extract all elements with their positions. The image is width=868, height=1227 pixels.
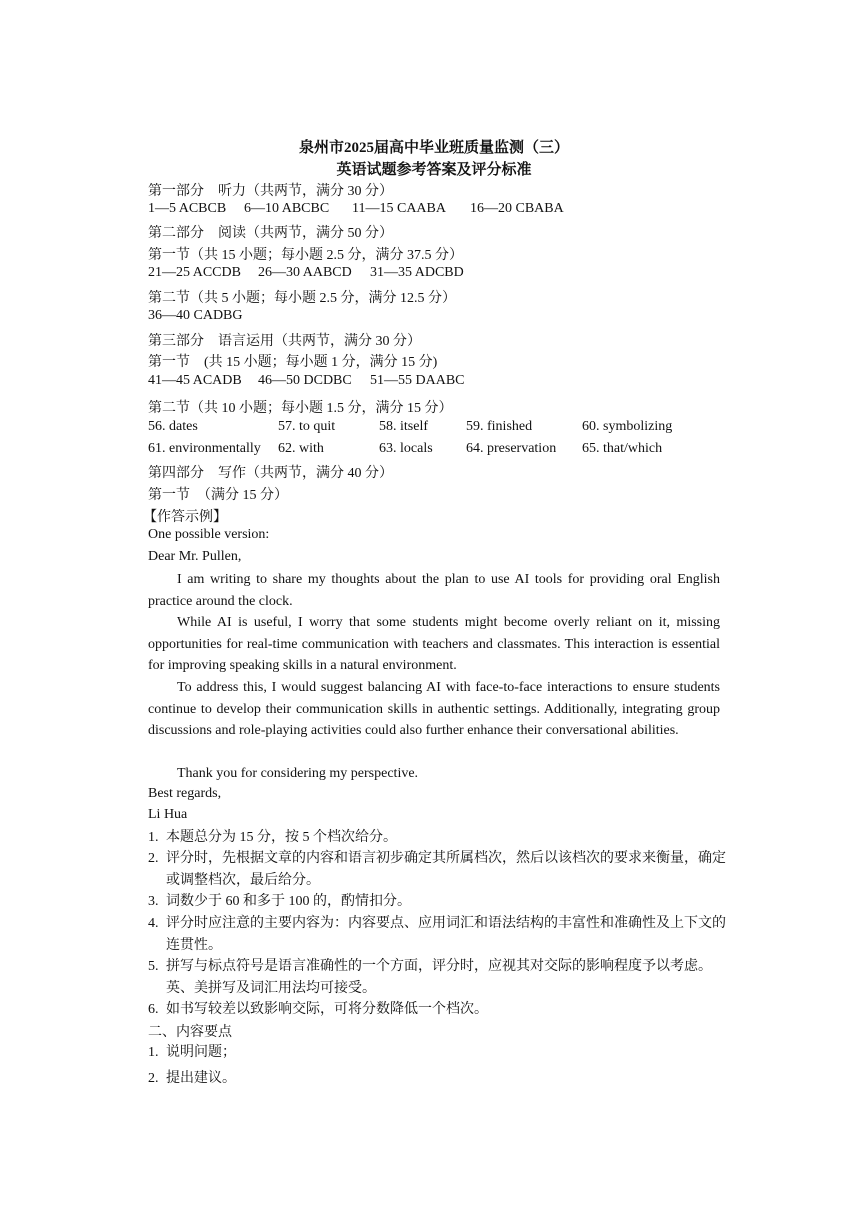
item-text: 评分时，先根据文章的内容和语言初步确定其所属档次，然后以该档次的要求来衡量，确定或调整档次，最后给分。	[166, 851, 726, 888]
part2-heading: 第二部分 阅读（共两节，满分 50 分）	[148, 226, 393, 241]
answer-word: 64. preservation	[466, 441, 557, 456]
item-number: 2.	[148, 851, 159, 866]
answer-word: 58. itself	[379, 419, 428, 434]
answer-word: 56. dates	[148, 419, 198, 434]
item-text: 提出建议。	[166, 1071, 236, 1086]
item-text: 本题总分为 15 分，按 5 个档次给分。	[166, 830, 397, 845]
item-number: 3.	[148, 894, 159, 909]
answer-group: 31—35 ADCBD	[370, 265, 464, 280]
answer-group: 26—30 AABCD	[258, 265, 352, 280]
part1-heading: 第一部分 听力（共两节，满分 30 分）	[148, 184, 393, 199]
answer-group: 1—5 ACBCB	[148, 201, 227, 216]
key-points-heading: 二、内容要点	[148, 1025, 232, 1040]
answer-word: 61. environmentally	[148, 441, 261, 456]
answer-word: 59. finished	[466, 419, 533, 434]
part4-section1-heading: 第一节 （满分 15 分）	[148, 488, 288, 503]
answer-word: 60. symbolizing	[582, 419, 673, 434]
answer-word: 63. locals	[379, 441, 433, 456]
item-text: 说明问题；	[166, 1045, 236, 1060]
item-text: 词数少于 60 和多于 100 的，酌情扣分。	[166, 894, 411, 909]
letter-signature: Li Hua	[148, 807, 188, 822]
answer-group: 41—45 ACADB	[148, 373, 242, 388]
item-number: 2.	[148, 1071, 159, 1086]
grading-item	[148, 913, 728, 956]
answer-group: 6—10 ABCBC	[244, 201, 330, 216]
key-point-item	[148, 1068, 728, 1090]
letter-paragraph: While AI is useful, I worry that some students might become overly reliant on it, missing opportunities for real-time communication with teachers and classmates. This interaction is essential for improving speaking skills in a natural environment.	[148, 615, 720, 673]
item-number: 1.	[148, 1045, 159, 1060]
answer-group: 11—15 CAABA	[352, 201, 446, 216]
letter-paragraph: I am writing to share my thoughts about the plan to use AI tools for providing oral English practice around the clock.	[148, 572, 720, 609]
page-subtitle: 英语试题参考答案及评分标准	[336, 162, 532, 178]
version-label: One possible version:	[148, 527, 270, 542]
grading-item	[148, 891, 728, 913]
item-text: 拼写与标点符号是语言准确性的一个方面，评分时，应视其对交际的影响程度予以考虑。英、美拼写及词汇用法均可接受。	[166, 959, 712, 996]
letter-paragraph: To address this, I would suggest balancing AI with face-to-face interactions to ensure students continue to develop their communication skills in authentic settings. Additionally, integrating group discussions and role-playing activities could also further enhance their conversational abilities.	[148, 680, 720, 738]
letter-paragraph: Thank you for considering my perspective.	[177, 766, 419, 781]
part3-section1-heading: 第一节 (共 15 小题；每小题 1 分，满分 15 分)	[148, 355, 438, 370]
part3-section2-heading: 第二节（共 10 小题；每小题 1.5 分，满分 15 分）	[148, 401, 453, 416]
answer-group: 46—50 DCDBC	[258, 373, 352, 388]
item-text: 如书写较差以致影响交际，可将分数降低一个档次。	[166, 1002, 488, 1017]
item-number: 5.	[148, 959, 159, 974]
grading-item	[148, 956, 728, 999]
item-text: 评分时应注意的主要内容为：内容要点、应用词汇和语法结构的丰富性和准确性及上下文的连贯性。	[166, 916, 726, 953]
answer-group: 21—25 ACCDB	[148, 265, 241, 280]
part2-section1-heading: 第一节（共 15 小题；每小题 2.5 分，满分 37.5 分）	[148, 248, 463, 263]
answer-group: 36—40 CADBG	[148, 308, 243, 323]
item-number: 4.	[148, 916, 159, 931]
item-number: 1.	[148, 830, 159, 845]
page-title: 泉州市2025届高中毕业班质量监测（三）	[298, 140, 569, 156]
letter-greeting: Dear Mr. Pullen,	[148, 549, 242, 564]
item-number: 6.	[148, 1002, 159, 1017]
grading-item	[148, 848, 728, 891]
part4-heading: 第四部分 写作（共两节，满分 40 分）	[148, 466, 393, 481]
answer-word: 62. with	[278, 441, 324, 456]
letter-closing: Best regards,	[148, 786, 222, 801]
key-point-item	[148, 1042, 728, 1064]
answer-word: 57. to quit	[278, 419, 336, 434]
grading-item	[148, 999, 728, 1021]
part3-heading: 第三部分 语言运用（共两节，满分 30 分）	[148, 334, 421, 349]
answer-group: 16—20 CBABA	[470, 201, 564, 216]
answer-word: 65. that/which	[582, 441, 663, 456]
grading-item	[148, 827, 728, 849]
sample-label: 【作答示例】	[143, 510, 227, 525]
part2-section2-heading: 第二节（共 5 小题；每小题 2.5 分，满分 12.5 分）	[148, 291, 456, 306]
answer-group: 51—55 DAABC	[370, 373, 465, 388]
